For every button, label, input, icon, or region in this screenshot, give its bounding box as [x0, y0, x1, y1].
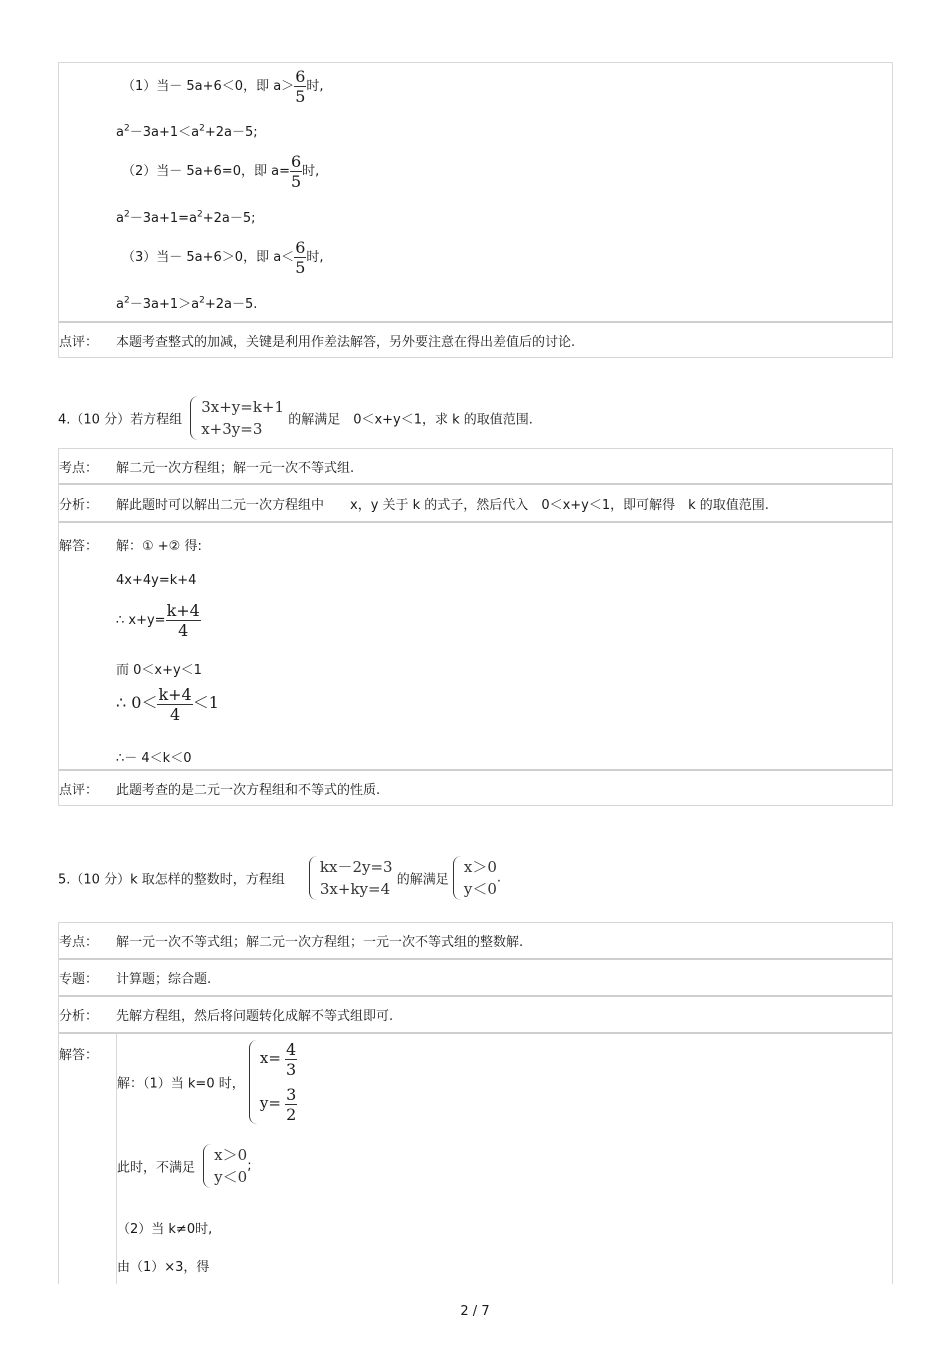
- solution-content: [116, 63, 892, 321]
- numerator: 4: [286, 1040, 297, 1059]
- condition-system: [203, 1144, 247, 1188]
- fraction: [285, 1085, 297, 1124]
- zhuanti-label: 专题：: [59, 972, 99, 987]
- expr-c: +2a－5;: [202, 211, 256, 226]
- fraction: [294, 238, 306, 277]
- kaodian-row: [59, 922, 892, 958]
- solution-system: [249, 1040, 297, 1124]
- comment-text: 本题考查整式的加减，关键是利用作差法解答，另外要注意在得出差值后的讨论.: [116, 334, 576, 350]
- brace: [249, 1040, 258, 1124]
- numerator: k+4: [158, 685, 192, 704]
- comment-label: 点评：: [59, 334, 99, 350]
- exponent: 2: [123, 123, 130, 134]
- step-4: 由（1）×3，得: [117, 1260, 210, 1275]
- y-lhs: y=: [259, 1094, 281, 1112]
- expr-b: －3a+1=a: [129, 211, 197, 226]
- jieda-content: [116, 1034, 892, 1284]
- fenxi-row: [59, 483, 892, 521]
- step-1: [117, 1040, 297, 1124]
- step-5-suffix: ＜1: [192, 693, 219, 712]
- jieda-label: 解答：: [59, 1048, 99, 1063]
- step-2: [117, 1144, 252, 1188]
- fraction: [285, 1040, 297, 1079]
- numerator: 6: [295, 67, 306, 86]
- expr-b: －3a+1＜a: [129, 125, 200, 140]
- exponent: 2: [196, 209, 203, 220]
- case1-text: （1）当－ 5a+6＜0，即 a＞: [122, 79, 295, 94]
- case3-text: （3）当－ 5a+6＞0，即 a＜: [122, 250, 295, 265]
- question-5: [58, 856, 501, 900]
- jieda-content: [116, 523, 892, 769]
- step-3: （2）当 k≠0时,: [117, 1222, 213, 1237]
- exponent: 2: [123, 295, 130, 306]
- equation-2: 3x+ky=4: [319, 880, 391, 898]
- condition-1: x＞0: [463, 858, 497, 876]
- brace: [203, 1144, 212, 1188]
- solution-continuation-row: [59, 62, 892, 321]
- comment-row: [59, 769, 892, 806]
- kaodian-row: [59, 448, 892, 483]
- x-lhs: x=: [259, 1049, 281, 1067]
- step-5: [116, 685, 219, 724]
- step-2-end: ;: [247, 1158, 252, 1174]
- comment-text: 此题考查的是二元一次方程组和不等式的性质.: [116, 782, 381, 798]
- brace: [309, 856, 318, 900]
- denominator: 5: [295, 87, 306, 106]
- equation-system: [190, 396, 284, 440]
- expr-a: a: [116, 211, 124, 226]
- x-solution: [260, 1040, 297, 1079]
- case2-result: [116, 207, 255, 226]
- zhuanti-row: [59, 958, 892, 995]
- case1-suffix: 时,: [306, 79, 324, 94]
- fraction: [166, 601, 201, 640]
- expr-a: a: [116, 297, 124, 312]
- fraction: [290, 152, 302, 191]
- expr-c: +2a－5;: [204, 125, 258, 140]
- equation-system: [309, 856, 393, 900]
- brace: [190, 396, 199, 440]
- case1-line: [122, 67, 324, 106]
- condition-system: [453, 856, 497, 900]
- expr-a: a: [116, 125, 124, 140]
- question-4-suffix: 的解满足 0＜x+y＜1，求 k 的取值范围.: [288, 412, 533, 428]
- q5-table: [58, 922, 893, 1284]
- expr-c: +2a－5.: [204, 297, 258, 312]
- step-2-text: 此时，不满足: [117, 1160, 196, 1176]
- kaodian-text: 解一元一次不等式组；解二元一次方程组；一元一次不等式组的整数解.: [116, 935, 524, 950]
- fenxi-text: 解此题时可以解出二元一次方程组中 x，y 关于 k 的式子，然后代入 0＜x+y＜1，即可解得 k 的取值范围.: [116, 497, 769, 513]
- equation-1: 3x+y=k+1: [201, 398, 285, 416]
- case2-text: （2）当－ 5a+6=0，即 a=: [122, 164, 290, 179]
- top-solution-table: [58, 62, 893, 358]
- denominator: 3: [286, 1060, 297, 1079]
- step-5-prefix: ∴ 0＜: [116, 693, 158, 712]
- question-5-middle: 的解满足: [396, 872, 449, 888]
- denominator: 5: [295, 258, 306, 277]
- kaodian-label: 考点：: [59, 460, 99, 476]
- question-4-prefix: 4.（10 分）若方程组: [58, 412, 183, 428]
- denominator: 4: [178, 621, 189, 640]
- step-3: [116, 601, 201, 640]
- numerator: 6: [290, 152, 302, 171]
- fenxi-row: [59, 995, 892, 1032]
- exponent: 2: [199, 123, 205, 134]
- zhuanti-text: 计算题；综合题.: [116, 972, 212, 987]
- case3-line: [122, 238, 324, 277]
- case2-line: [122, 152, 319, 191]
- step-3-prefix: ∴ x+y=: [116, 613, 166, 628]
- y-solution: [260, 1085, 297, 1124]
- condition-2: y＜0: [463, 880, 497, 898]
- brace: [453, 856, 462, 900]
- exponent: 2: [199, 295, 205, 306]
- fenxi-label: 分析：: [59, 497, 99, 513]
- comment-label: 点评：: [59, 782, 99, 798]
- condition-1: x＞0: [214, 1146, 248, 1164]
- step-1: 解：① +② 得:: [116, 539, 202, 554]
- fraction: [294, 67, 306, 106]
- exponent: 2: [123, 209, 130, 220]
- equation-1: kx－2y=3: [319, 858, 393, 876]
- case3-result: [116, 293, 257, 312]
- step-4: 而 0＜x+y＜1: [116, 663, 202, 678]
- jieda-row: [59, 521, 892, 769]
- step-1-text: 解：（1）当 k=0 时，: [117, 1076, 245, 1092]
- question-5-prefix: 5.（10 分）k 取怎样的整数时，方程组: [58, 872, 285, 888]
- fenxi-text: 先解方程组，然后将问题转化成解不等式组即可.: [116, 1009, 394, 1024]
- jieda-row: [59, 1032, 892, 1284]
- numerator: 3: [286, 1085, 297, 1104]
- condition-2: y＜0: [214, 1168, 248, 1186]
- question-5-end: .: [496, 870, 502, 886]
- expr-b: －3a+1＞a: [129, 297, 200, 312]
- denominator: 2: [286, 1105, 297, 1124]
- numerator: 6: [295, 238, 306, 257]
- case3-suffix: 时,: [306, 250, 324, 265]
- row-label: [59, 63, 116, 321]
- step-2: 4x+4y=k+4: [116, 573, 197, 588]
- comment-row: [59, 321, 892, 358]
- fraction: [157, 685, 192, 724]
- fenxi-label: 分析：: [59, 1009, 99, 1024]
- page-number: 2 / 7: [460, 1304, 490, 1319]
- case2-suffix: 时,: [302, 164, 320, 179]
- step-6: ∴－ 4＜k＜0: [116, 751, 192, 766]
- numerator: k+4: [166, 601, 200, 620]
- kaodian-text: 解二元一次方程组；解一元一次不等式组.: [116, 460, 355, 476]
- jieda-label: 解答：: [59, 539, 99, 554]
- denominator: 4: [170, 705, 181, 724]
- equation-2: x+3y=3: [201, 420, 263, 438]
- question-4: [58, 396, 533, 440]
- kaodian-label: 考点：: [59, 935, 99, 950]
- denominator: 5: [290, 172, 302, 191]
- q4-table: [58, 448, 893, 806]
- case1-result: [116, 121, 258, 140]
